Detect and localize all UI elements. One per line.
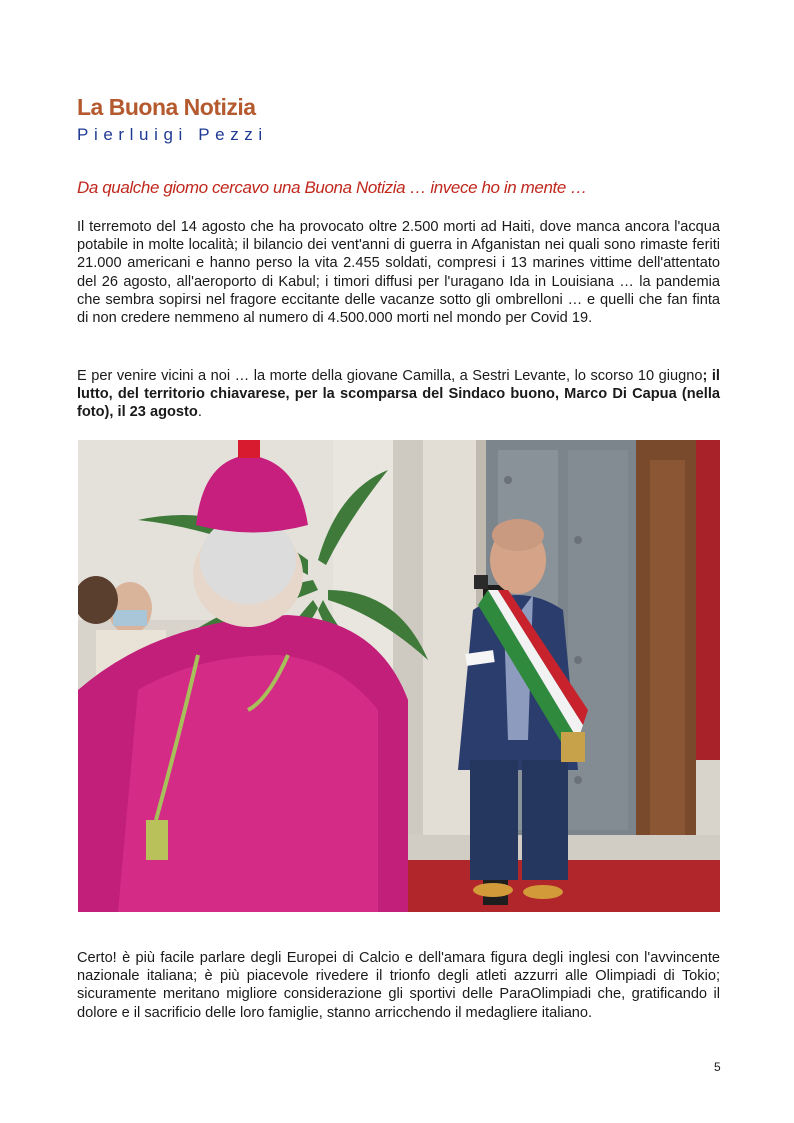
article-subtitle: Da qualche giomo cercavo una Buona Notizia … invece ho in mente … (77, 178, 587, 197)
paragraph-2-bold-text: ; il lutto, del territorio chiavarese, per la scomparsa del Sindaco buono, Marco Di Capua (nella foto), il 23 agosto (77, 368, 720, 421)
mayor-speech-photo (78, 440, 720, 912)
paragraph-1: Il terremoto del 14 agosto che ha provocato oltre 2.500 morti ad Haiti, dove manca ancora l'acqua potabile in molte località; il bilancio dei vent'anni di guerra in Afganistan nei quali sono rimaste feriti 21.000 americani e hanno perso la vita 2.455 soldati, compresi i 13 marines vittime dell'attentato del 26 agosto, all'aeroporto di Kabul; i timori diffusi per l'uragano Ida in Louisiana … la pandemia che sembra sopirsi nel fragore eccitante delle vacanze sotto gli ombrelloni … e quelli che fan finta di non credere nemmeno al numero di 4.500.000 morti nel mondo per Covid 19. (77, 219, 720, 327)
author-name: Pierluigi Pezzi (77, 125, 268, 144)
article-photo (78, 440, 720, 912)
paragraph-3: Certo! è più facile parlare degli Europei di Calcio e dell'amara figura degli inglesi con l'avvincente nazionale italiana; è più piacevole rivedere il trionfo degli atleti azzurri alle Olimpiadi di Tokio; sicuramente meritano migliore considerazione gli sportivi delle ParaOlimpiadi che, gratificando il dolore e il sacrificio delle loro famiglie, stanno arricchendo il medagliere italiano. (77, 950, 720, 1021)
page-title: La Buona Notizia (77, 94, 256, 120)
page-number: 5 (714, 1060, 721, 1074)
paragraph-2 (77, 367, 720, 422)
paragraph-2-text: E per venire vicini a noi … la morte della giovane Camilla, a Sestri Levante, lo scorso 10 giugno (77, 368, 703, 384)
paragraph-2-end: . (197, 404, 202, 421)
